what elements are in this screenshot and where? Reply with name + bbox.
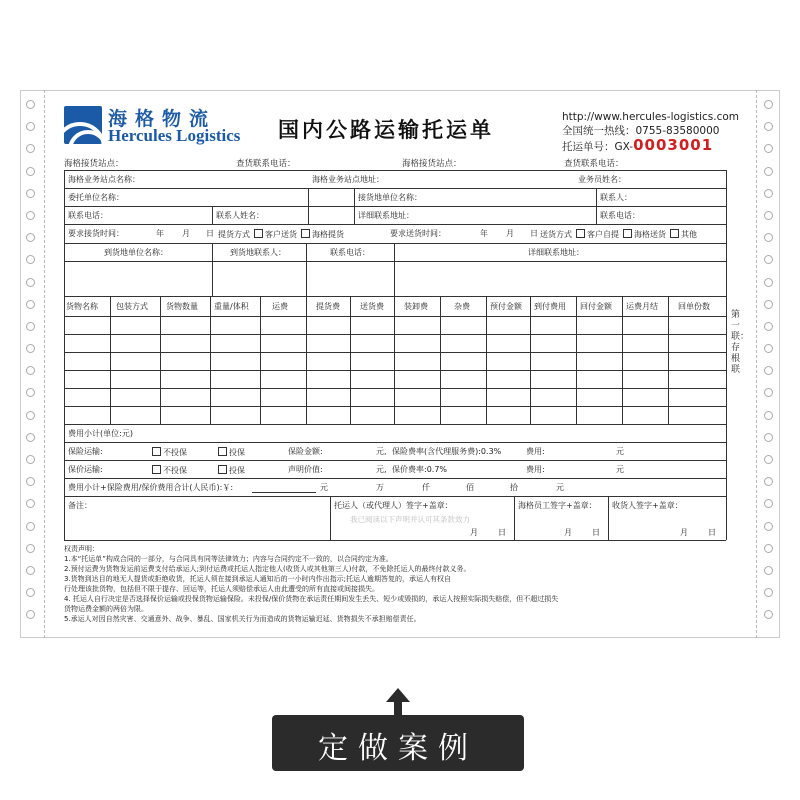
- dest-addr-label: 详细联系地址：: [528, 248, 584, 257]
- cust-deliver-checkbox[interactable]: [254, 229, 263, 238]
- col-prepaid: 预付金额: [490, 302, 522, 311]
- shipper-sign-month: 月: [470, 528, 478, 537]
- col-monthly: 运费月结: [626, 302, 658, 311]
- ins-amount-label: 保险金额:: [288, 447, 323, 456]
- unit-shi: 拾: [510, 483, 518, 492]
- detail-addr-label: 详细联系地址：: [358, 211, 414, 220]
- col-misc-fee: 杂费: [454, 302, 470, 311]
- val-no-label: 不投保: [163, 466, 187, 475]
- terms-line: 4. 托运人自行决定是否选择保价运输或投保货物运输保险。未投保/保价货物在承运责任期间发生丢失、短少或毁损的，承运人按照实际损失赔偿，但不超过损失: [64, 595, 559, 603]
- col-handling-fee: 装卸费: [404, 302, 428, 311]
- hotline: 全国统一热线：0755-83580000: [562, 125, 720, 137]
- col-weight: 重量/体积: [214, 302, 249, 311]
- cust-self-checkbox[interactable]: [576, 229, 585, 238]
- ins-yes-label: 投保: [229, 448, 245, 457]
- col-cod: 到付费用: [534, 302, 566, 311]
- terms-line: 1.本“托运单”构成合同的一部分，与合同具有同等法律效力；内容与合同约定不一致的，以合同约定为准。: [64, 555, 393, 563]
- website-url: http://www.hercules-logistics.com: [562, 111, 740, 123]
- pickup-phone-label: 查货联系电话：: [236, 159, 296, 169]
- receiver-sign-day: 日: [708, 528, 716, 537]
- col-packing: 包装方式: [116, 302, 148, 311]
- badge-text: 定做案例: [318, 731, 478, 766]
- dest-unit-label: 到货地单位名称：: [104, 248, 168, 257]
- col-receipt-copies: 回单份数: [678, 302, 710, 311]
- no-ins-checkbox[interactable]: [152, 447, 161, 456]
- pickup-mode-label: 提货方式: [218, 230, 250, 239]
- col-freight: 运费: [272, 302, 288, 311]
- ins-row: [68, 447, 103, 457]
- cust-self-label: 客户自提: [587, 230, 619, 239]
- val-yes-label: 投保: [229, 466, 245, 475]
- pickup-month: 月: [182, 229, 190, 238]
- ins-label: 保险运输:: [68, 447, 103, 456]
- ins-options: [148, 447, 187, 458]
- station-addr-label: 海格业务站点地址：: [312, 175, 384, 184]
- terms-line: 货物运费金额的两倍为限。: [64, 605, 148, 613]
- staff-sign-month: 月: [564, 528, 572, 537]
- declared-label: 声明价值:: [288, 465, 323, 474]
- terms-line: 3.货物到达目的地无人提货或拒绝收货，托运人须在接到承运人通知后的一小时内作出指示;托运人逾期答复的，承运人有权自: [64, 575, 452, 583]
- consignee-phone-label: 联系电话：: [600, 211, 640, 220]
- remarks-label: 备注：: [68, 501, 92, 510]
- cust-deliver-label: 客户送货: [265, 230, 297, 239]
- unit-qian: 仟: [422, 483, 430, 492]
- ins-rate: 保险费率(含代理服务费):0.3%: [392, 447, 502, 456]
- perforation-left: [44, 90, 45, 638]
- logo-chinese: 海格物流: [108, 108, 217, 130]
- val-label: 保价运输:: [68, 465, 103, 474]
- shipper-name-label: 委托单位名称：: [68, 193, 124, 202]
- tractor-holes-left: [24, 100, 38, 633]
- col-quantity: 货物数量: [166, 302, 198, 311]
- terms-block: [64, 544, 724, 624]
- shipper-sign-day: 日: [498, 528, 506, 537]
- receiver-sign-month: 月: [680, 528, 688, 537]
- deliver-time-label: 要求送货时间：: [390, 229, 446, 238]
- val-yuan: 元,: [376, 465, 387, 474]
- unit-wan: 万: [376, 483, 384, 492]
- ins-fee-label: 费用:: [526, 447, 545, 456]
- terms-line: 5.承运人对因自然灾害、交通意外、战争、暴乱、国家机关行为而造成的货物运输迟延、货物损失不承担赔偿责任。: [64, 615, 421, 623]
- pickup-time-label: 要求接货时间：: [68, 229, 124, 238]
- deliver-mode-group: [540, 229, 697, 240]
- sign-watermark: 我已阅读以下声明并认可其条款效力: [350, 515, 470, 524]
- salesman-label: 业务员姓名：: [578, 175, 626, 184]
- val-option-yes: [214, 465, 245, 476]
- hg-pickup-checkbox[interactable]: [301, 229, 310, 238]
- col-return-amount: 回付金额: [580, 302, 612, 311]
- unit-bai: 佰: [466, 483, 474, 492]
- hg-deliver-checkbox[interactable]: [623, 229, 632, 238]
- contact-name-label: 联系人姓名：: [216, 211, 264, 220]
- delivery-phone-label: 查货联系电话：: [564, 159, 624, 169]
- val-fee-yuan: 元: [616, 465, 624, 474]
- ins-option-yes: [214, 447, 245, 458]
- dest-phone-label: 联系电话：: [330, 248, 370, 257]
- delivery-station-label: 海格接货站点：: [402, 159, 462, 169]
- logo-english: Hercules Logistics: [108, 126, 241, 145]
- deliver-day: 日: [530, 229, 538, 238]
- dest-contact-label: 到货地联系人：: [230, 248, 286, 257]
- copy-label: 第一联：存根联: [731, 310, 750, 375]
- ins-checkbox[interactable]: [218, 447, 227, 456]
- val-options: [148, 465, 187, 476]
- contact-block: [562, 110, 739, 154]
- custom-case-badge: [272, 715, 524, 771]
- hg-pickup-label: 海格提货: [312, 230, 344, 239]
- perforation-right: [756, 90, 757, 638]
- total-underline: [252, 492, 316, 493]
- contact-person-label: 联系人：: [600, 193, 632, 202]
- subtotal-label: 费用小计(单位:元): [68, 429, 133, 438]
- total-label: 费用小计+保险费用/保价费用合计(人民币):￥:: [68, 483, 234, 492]
- consignee-name-label: 接货地单位名称：: [358, 193, 422, 202]
- order-number: 0003001: [633, 136, 714, 154]
- val-no-checkbox[interactable]: [152, 465, 161, 474]
- shipper-sign-label: 托运人（或代理人）签字+盖章：: [334, 501, 453, 510]
- unit-yuan-1: 元: [320, 483, 328, 492]
- receiver-sign-label: 收货人签字+盖章：: [612, 501, 683, 510]
- col-goods-name: 货物名称: [66, 302, 98, 311]
- shipper-phone-label: 联系电话：: [68, 211, 108, 220]
- col-deliver-fee: 送货费: [360, 302, 384, 311]
- company-logo: [64, 104, 244, 148]
- col-pickup-fee: 提货费: [316, 302, 340, 311]
- pickup-station-label: 海格接货站点：: [64, 159, 124, 169]
- pickup-day: 日: [206, 229, 214, 238]
- ins-fee-yuan: 元: [616, 447, 624, 456]
- order-label: 托运单号：GX-: [562, 141, 634, 153]
- terms-line: 行处理该批货物，包括但不限于提存、回运等，托运人须赔偿承运人由此遭受的所有直接或间接损失。: [64, 585, 379, 593]
- tractor-holes-right: [762, 100, 776, 633]
- terms-line: 2.预付运费为货物发运前运费支付给承运人;到付运费或托运人指定他人(收货人或其他第三人)付款，不免除托运人的最终付款义务。: [64, 565, 471, 573]
- ins-yuan: 元,: [376, 447, 387, 456]
- up-arrow-icon: [382, 686, 414, 718]
- deliver-year: 年: [480, 229, 488, 238]
- val-rate: 保价费率:0.7%: [392, 465, 448, 474]
- hg-deliver-label: 海格送货: [634, 230, 666, 239]
- pickup-year: 年: [156, 229, 164, 238]
- val-checkbox[interactable]: [218, 465, 227, 474]
- deliver-month: 月: [506, 229, 514, 238]
- deliver-mode-label: 送货方式: [540, 230, 572, 239]
- staff-sign-day: 日: [592, 528, 600, 537]
- station-name-label: 海格业务站点名称：: [68, 175, 140, 184]
- wave-logo-icon: [64, 106, 102, 144]
- other-checkbox[interactable]: [670, 229, 679, 238]
- pickup-mode-group: [218, 229, 344, 240]
- other-label: 其他: [681, 230, 697, 239]
- val-fee-label: 费用:: [526, 465, 545, 474]
- no-ins-label: 不投保: [163, 448, 187, 457]
- terms-heading: 权责声明：: [64, 545, 99, 553]
- document-title: 国内公路运输托运单: [278, 117, 494, 142]
- unit-yuan-2: 元: [556, 483, 564, 492]
- staff-sign-label: 海格员工签字+盖章：: [518, 501, 597, 510]
